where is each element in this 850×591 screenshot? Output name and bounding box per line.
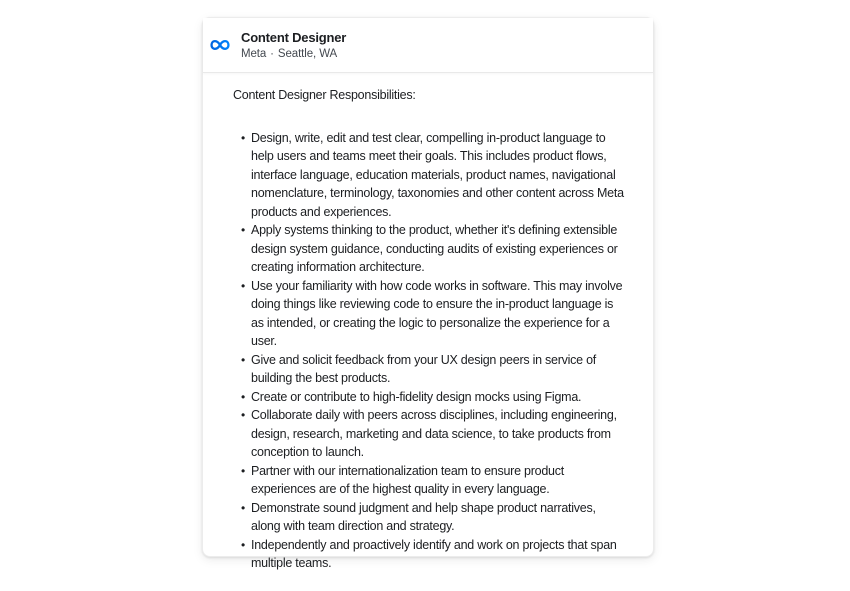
job-header xyxy=(203,18,653,73)
responsibility-item: • Demonstrate sound judgment and help shape product narratives, along with team direction and strategy. xyxy=(251,499,627,536)
responsibility-item: • Use your familiarity with how code works in software. This may involve doing things like reviewing code to ensure the in-product language is as intended, or creating the logic to personalize the experience for a user. xyxy=(251,277,627,351)
job-posting-card xyxy=(202,17,654,570)
responsibilities-list xyxy=(233,129,627,573)
job-title: Content Designer xyxy=(241,29,347,45)
job-header-text xyxy=(241,30,346,61)
job-subtitle xyxy=(241,47,346,61)
responsibility-item: • Apply systems thinking to the product, whether it's defining extensible design system guidance, conducting audits of existing experiences or creating information architecture. xyxy=(251,221,627,277)
responsibility-item: • Collaborate daily with peers across disciplines, including engineering, design, research, marketing and data science, to take products from conception to launch. xyxy=(251,406,627,462)
meta-logo-icon xyxy=(210,38,230,53)
company-name: Meta xyxy=(241,47,267,60)
responsibility-item: • Partner with our internationalization team to ensure product experiences are of the highest quality in every language. xyxy=(251,462,627,499)
subtitle-separator-dot: · xyxy=(270,47,274,60)
job-description xyxy=(203,73,653,573)
responsibility-item: • Design, write, edit and test clear, compelling in-product language to help users and teams meet their goals. This includes product flows, interface language, education materials, product names, navigational nomenclature, terminology, taxonomies and other content across Meta products and experiences. xyxy=(251,129,627,222)
job-location: Seattle, WA xyxy=(277,47,338,60)
responsibilities-heading: Content Designer Responsibilities: xyxy=(233,88,416,102)
responsibility-item: • Give and solicit feedback from your UX design peers in service of building the best products. xyxy=(251,351,627,388)
responsibility-item: • Create or contribute to high-fidelity design mocks using Figma. xyxy=(251,388,627,407)
responsibility-item: • Independently and proactively identify and work on projects that span multiple teams. xyxy=(251,536,627,573)
